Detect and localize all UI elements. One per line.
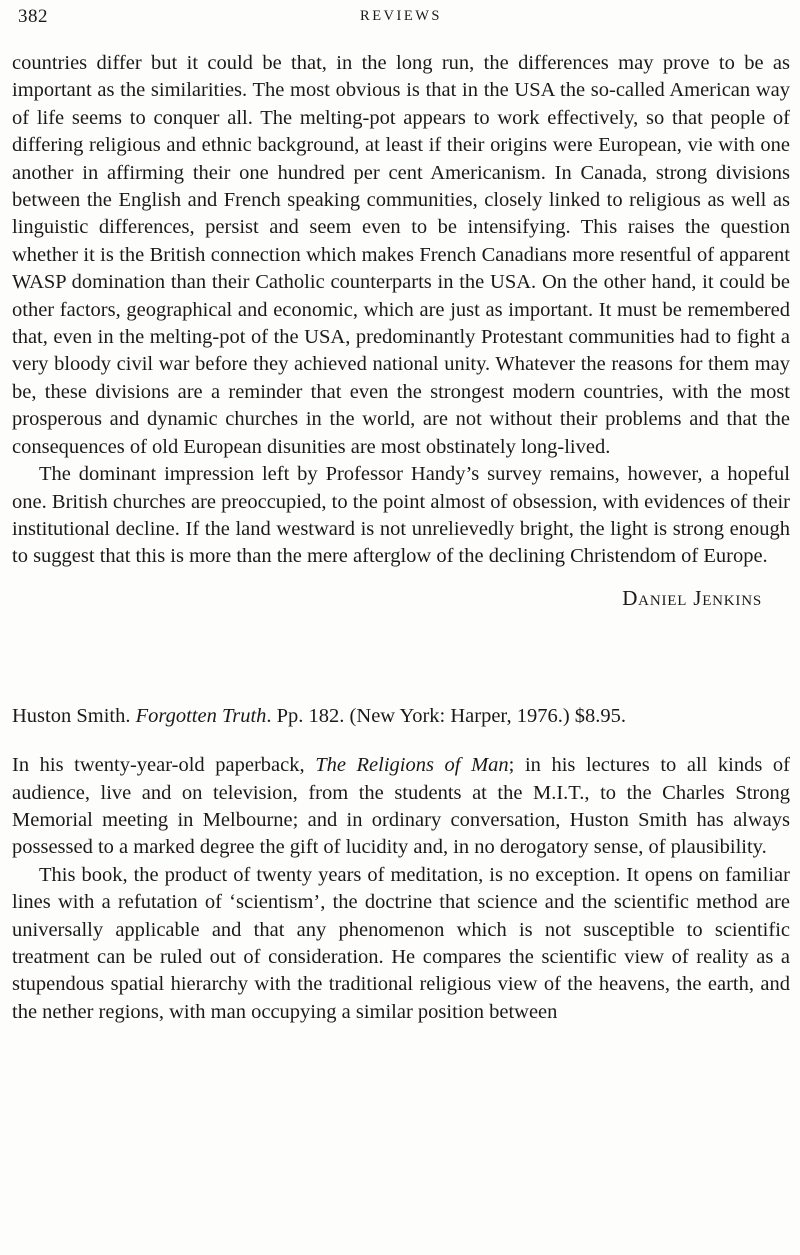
paragraph: [12, 461, 790, 571]
paragraph: [12, 50, 790, 461]
review-first-body: [12, 50, 790, 571]
review-second: [12, 703, 790, 1026]
review-first: [12, 50, 790, 611]
text-run: In his twenty-year-old paperback,: [12, 754, 316, 777]
review-second-body: [12, 752, 790, 1026]
text-run: ; in his lectures to all kinds of audience, live and on television, from the students at the M.I.T., to the Charles Strong Memorial meeting in Melbourne; and in ordinary conversation, Huston Smith has always possessed to a marked degree the gift of lucidity and, in no derogatory sense, of plausibility.: [12, 754, 791, 859]
review-heading: [12, 703, 790, 730]
text-run: This book, the product of twenty years of meditation, is no exception. It opens on familiar lines with a refutation of ‘scientism’, the doctrine that science and the scientific method are universally applicable and that any phenomenon which is not susceptible to scientific treatment can be ruled out of consideration. He compares the scientific view of reality as a stupendous spatial hierarchy with the traditional religious view of the heavens, the earth, and the nether regions, with man occupying a similar position between: [12, 863, 790, 1023]
text-run: The dominant impression left by Professor Handy’s survey remains, however, a hopeful one. British churches are preoccupied, to the point almost of obsession, with evidences of their institutional decline. If the land westward is not unrelievedly bright, the light is strong enough to suggest that this is more than the mere afterglow of the declining Christendom of Europe.: [12, 463, 790, 568]
reviewer-signature: Daniel Jenkins: [622, 585, 762, 610]
text-run: Huston Smith.: [12, 704, 136, 727]
italic-text: The Religions of Man: [315, 754, 509, 777]
page-number: 382: [18, 6, 48, 27]
paragraph: [12, 752, 790, 862]
running-head-title: REVIEWS: [360, 8, 442, 24]
running-head: [12, 6, 790, 32]
paragraph: [12, 862, 790, 1026]
text-run: . Pp. 182. (New York: Harper, 1976.) $8.95.: [266, 704, 627, 727]
text-run: countries differ but it could be that, in the long run, the differences may prove to be as important as the similarities. The most obvious is that in the USA the so-called American way of life seems to conquer all. The melting-pot appears to work effectively, so that people of differing religious and ethnic background, at least if their origins were European, vie with one another in affirming their one hundred per cent Americanism. In Canada, strong divisions between the English and French speaking communities, closely linked to religious as well as linguistic differences, persist and seem even to be intensifying. This raises the question whether it is the British connection which makes French Canadians more resentful of apparent WASP domination than their Catholic counterparts in the USA. On the other hand, it could be other factors, geographical and economic, which are just as important. It must be remembered that, even in the melting-pot of the USA, predominantly Protestant communities had to fight a very bloody civil war before they achieved national unity. Whatever the reasons for them may be, these divisions are a reminder that even the strongest modern countries, with the most prosperous and dynamic churches in the world, are not without their problems and that the consequences of old European disunities are most obstinately long-lived.: [12, 52, 790, 458]
italic-text: Forgotten Truth: [135, 704, 267, 727]
